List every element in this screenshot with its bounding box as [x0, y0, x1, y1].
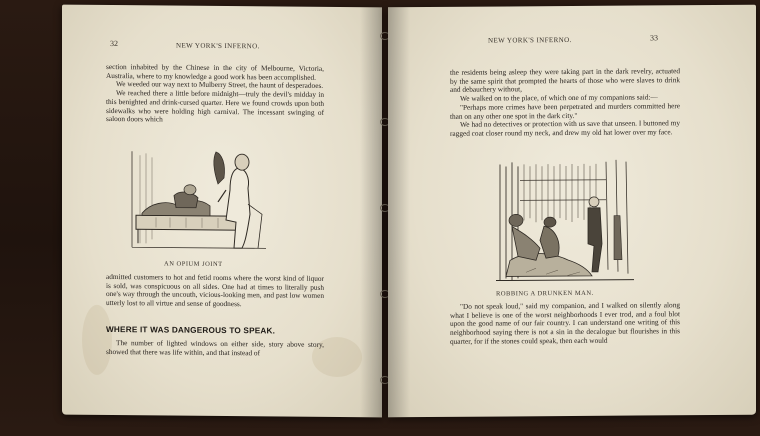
left-top-text	[106, 63, 324, 126]
left-paragraph-3: We reached there a little before midnight—truly the devil's midday in this benighted and drink-cursed quarter. Here we found crowds upon both sidewalks who were holding high carnival. The incessant swinging of saloon doors which	[106, 88, 324, 124]
left-paragraph-2: We weeded our way next to Mulberry Street, the haunt of desperadoes.	[116, 79, 324, 91]
right-illustration-caption: ROBBING A DRUNKEN MAN.	[496, 289, 594, 298]
robbing-drunken-man-illustration	[496, 160, 634, 285]
right-paragraph-1: the residents being asleep they were taking part in the dark revelry, actuated by the same spirit that prompted the hearts of those who were slaves to drink and debauchery without,	[450, 66, 680, 95]
right-running-header: NEW YORK'S INFERNO.	[488, 36, 572, 45]
right-page-number: 33	[650, 33, 658, 43]
left-page	[62, 5, 382, 418]
right-paragraph-3: "Perhaps more crimes have been perpetrated and murders committed here than on any other one spot in the dark city."	[450, 101, 680, 121]
left-bottom-text: The number of lighted windows on either side, story above story, showed that there was life within, and that instead of	[106, 338, 324, 358]
right-bottom-text: "Do not speak loud," said my companion, and I walked on silently along what I believe is one of the worst neighborhoods I ever trod, and a foul blot upon the good name of our fair country. I can understand one writing of this neighborhood saying there is not a sin in the decalogue but flourishes in this quarter, for if the stones could speak, then each would	[450, 300, 680, 346]
right-page	[388, 5, 756, 418]
opium-joint-illustration	[126, 143, 276, 256]
left-paragraph-1: section inhabited by the Chinese in the city of Melbourne, Victoria, Australia, where to my knowledge a good work has been accomplished.	[106, 61, 324, 82]
left-illustration-caption: AN OPIUM JOINT	[164, 260, 223, 269]
right-paragraph-2: We walked on to the place, of which one of my companions said:—	[460, 92, 658, 103]
left-running-header: NEW YORK'S INFERNO.	[176, 41, 260, 51]
left-subheading: WHERE IT WAS DANGEROUS TO SPEAK.	[106, 324, 276, 336]
right-paragraph-4: We had no detectives or protection with us save that unseen. I buttoned my ragged coat closer round my neck, and drew my old hat lower over my face.	[450, 118, 680, 138]
left-middle-text: admitted customers to hot and fetid rooms where the worst kind of liquor is sold, was conspicuous on all sides. One had at times to literally push one's way through the uncouth, vicious-looking men, and past low women utterly lost to all virtue and sense of goodness.	[106, 271, 324, 309]
right-top-text	[450, 67, 680, 138]
left-page-number: 32	[110, 39, 118, 49]
